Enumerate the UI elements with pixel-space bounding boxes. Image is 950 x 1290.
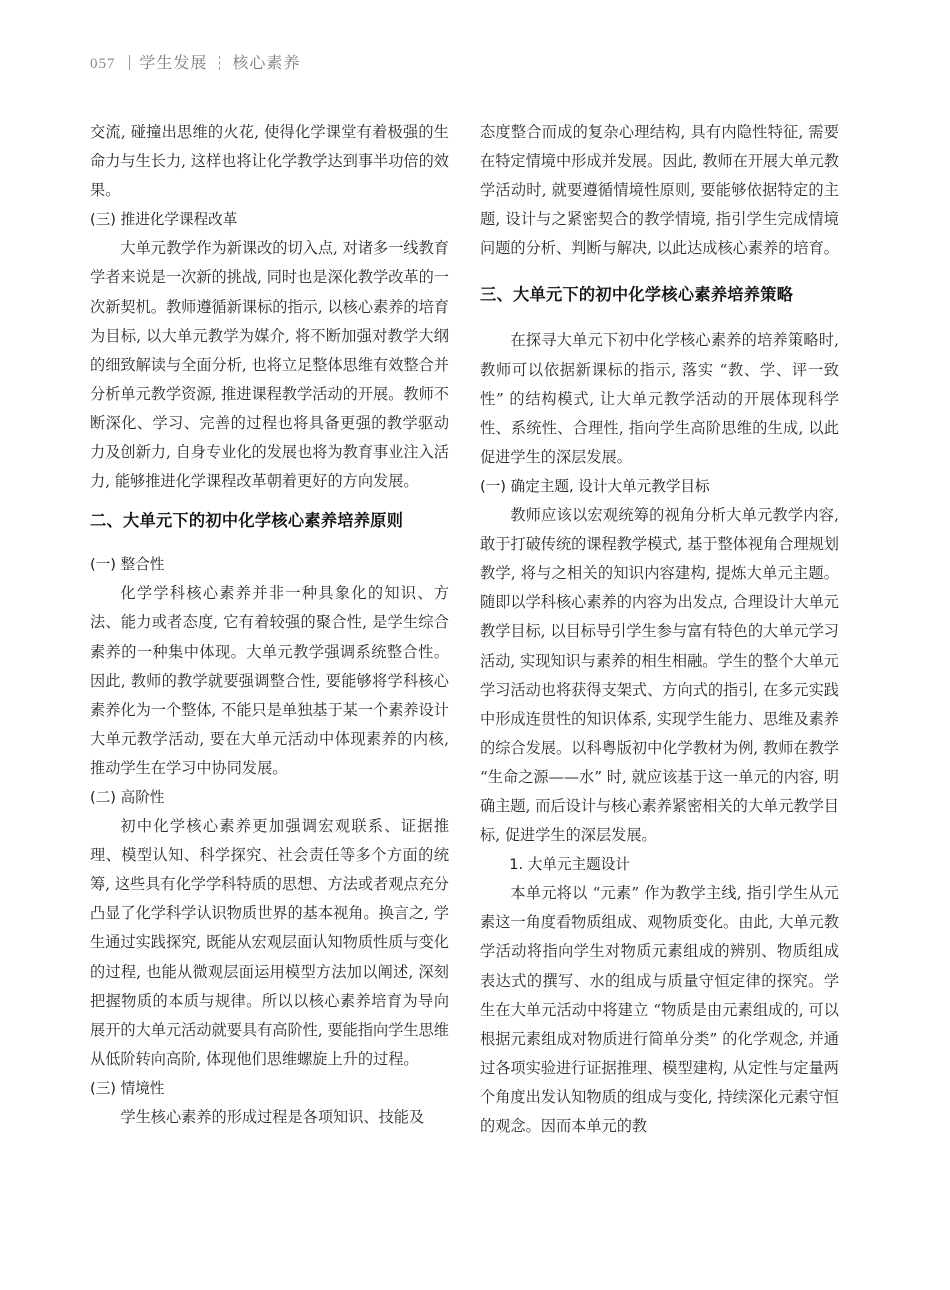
paragraph: 化学学科核心素养并非一种具象化的知识、方法、能力或者态度, 它有着较强的聚合性, 是学生综合素养的一种集中体现。大单元教学强调系统整合性。因此, 教师的教学就要强调整合性, 要能够将学科核心素养化为一个整体, 不能只是单独基于某一个素养设计大单元教学活动, 要在大单元活动中体现素养的内核, 推动学生在学习中协同发展。	[90, 584, 449, 777]
subheading-theme: (一) 确定主题, 设计大单元教学目标	[480, 477, 710, 495]
paragraph: 大单元教学作为新课改的切入点, 对诸多一线教育学者来说是一次新的挑战, 同时也是深化教学改革的一次新契机。教师遵循新课标的指示, 以核心素养的培育为目标, 以大单元教学为媒介, 将不断加强对教学大纲的细致解读与全面分析, 也将立足整体思维有效整合并分析单元教学资源, 推进课程教学活动的开展。教师不断深化、学习、完善的过程也将具备更强的教学驱动力及创新力, 自身专业化的发展也将为教育事业注入活力, 能够推进化学课程改革朝着更好的方向发展。	[90, 239, 449, 491]
page-number: 057	[90, 56, 116, 72]
subheading-higher-order: (二) 高阶性	[90, 788, 165, 806]
paragraph: 学生核心素养的形成过程是各项知识、技能及	[120, 1108, 425, 1126]
header-dashed-divider	[219, 56, 221, 70]
paragraph: 在探寻大单元下初中化学核心素养的培养策略时, 教师可以依据新课标的指示, 落实 “教、学、评一致性” 的结构模式, 让大单元教学活动的开展体现科学性、系统性、合理性, 指向学生高阶思维的生成, 以此促进学生的深层发展。	[480, 331, 839, 466]
paragraph: 态度整合而成的复杂心理结构, 具有内隐性特征, 需要在特定情境中形成并发展。因此, 教师在开展大单元教学活动时, 就要遵循情境性原则, 要能够依据特定的主题, 设计与之紧密契合的教学情境, 指引学生完成情境问题的分析、判断与解决, 以此达成核心素养的培育。	[480, 123, 839, 258]
paragraph: 本单元将以 “元素” 作为教学主线, 指引学生从元素这一角度看物质组成、观物质变化。由此, 大单元教学活动将指向学生对物质元素组成的辨别、物质组成表达式的撰写、水的组成与质量守恒定律的探究。学生在大单元活动中将建立 “物质是由元素组成的, 可以根据元素组成对物质进行简单分类” 的化学观念, 并通过各项实验进行证据推理、模型建构, 从定性与定量两个角度出发认知物质的组成与变化, 持续深化元素守恒的观念。因而本单元的教	[480, 884, 839, 1135]
section-heading-principles: 二、大单元下的初中化学核心素养培养原则	[90, 511, 404, 531]
paragraph: 初中化学核心素养更加强调宏观联系、证据推理、模型认知、科学探究、社会责任等多个方面的统筹, 这些具有化学学科特质的思想、方法或者观点充分凸显了化学科学认识物质世界的基本视角。换言之, 学生通过实践探究, 既能从宏观层面认知物质性质与变化的过程, 也能从微观层面运用模型方法加以阐述, 深刻把握物质的本质与规律。所以以核心素养培育为导向展开的大单元活动就要具有高阶性, 要能指向学生思维从低阶转向高阶, 体现他们思维螺旋上升的过程。	[90, 817, 449, 1068]
page-header	[90, 50, 300, 73]
subheading-reform: (三) 推进化学课程改革	[90, 211, 238, 229]
right-column	[480, 118, 839, 1141]
paragraph: 教师应该以宏观统筹的视角分析大单元教学内容, 敢于打破传统的课程教学模式, 基于整体视角合理规划教学, 将与之相关的知识内容建构, 提炼大单元主题。随即以学科核心素养的内容为出发点, 合理设计大单元教学目标, 以目标导引学生参与富有特色的大单元学习活动, 实现知识与素养的相生相融。学生的整个大单元学习活动也将获得支架式、方向式的指引, 在多元实践中形成连贯性的知识体系, 实现学生能力、思维及素养的综合发展。以科粤版初中化学教材为例, 教师在教学 “生命之源——水” 时, 就应该基于这一单元的内容, 明确主题, 而后设计与核心素养紧密相关的大单元教学目标, 促进学生的深层发展。	[480, 506, 839, 845]
left-column	[90, 118, 449, 1132]
header-subsection: 核心素养	[232, 55, 301, 72]
subheading-unit-design: 1. 大单元主题设计	[509, 856, 630, 874]
subheading-situational: (三) 情境性	[90, 1079, 165, 1097]
section-heading-strategies: 三、大单元下的初中化学核心素养培养策略	[480, 285, 794, 305]
header-divider	[129, 55, 130, 70]
subheading-integration: (一) 整合性	[90, 556, 165, 574]
header-section: 学生发展	[139, 55, 208, 72]
paragraph: 交流, 碰撞出思维的火花, 使得化学课堂有着极强的生命力与生长力, 这样也将让化学教学达到事半功倍的效果。	[90, 123, 449, 200]
